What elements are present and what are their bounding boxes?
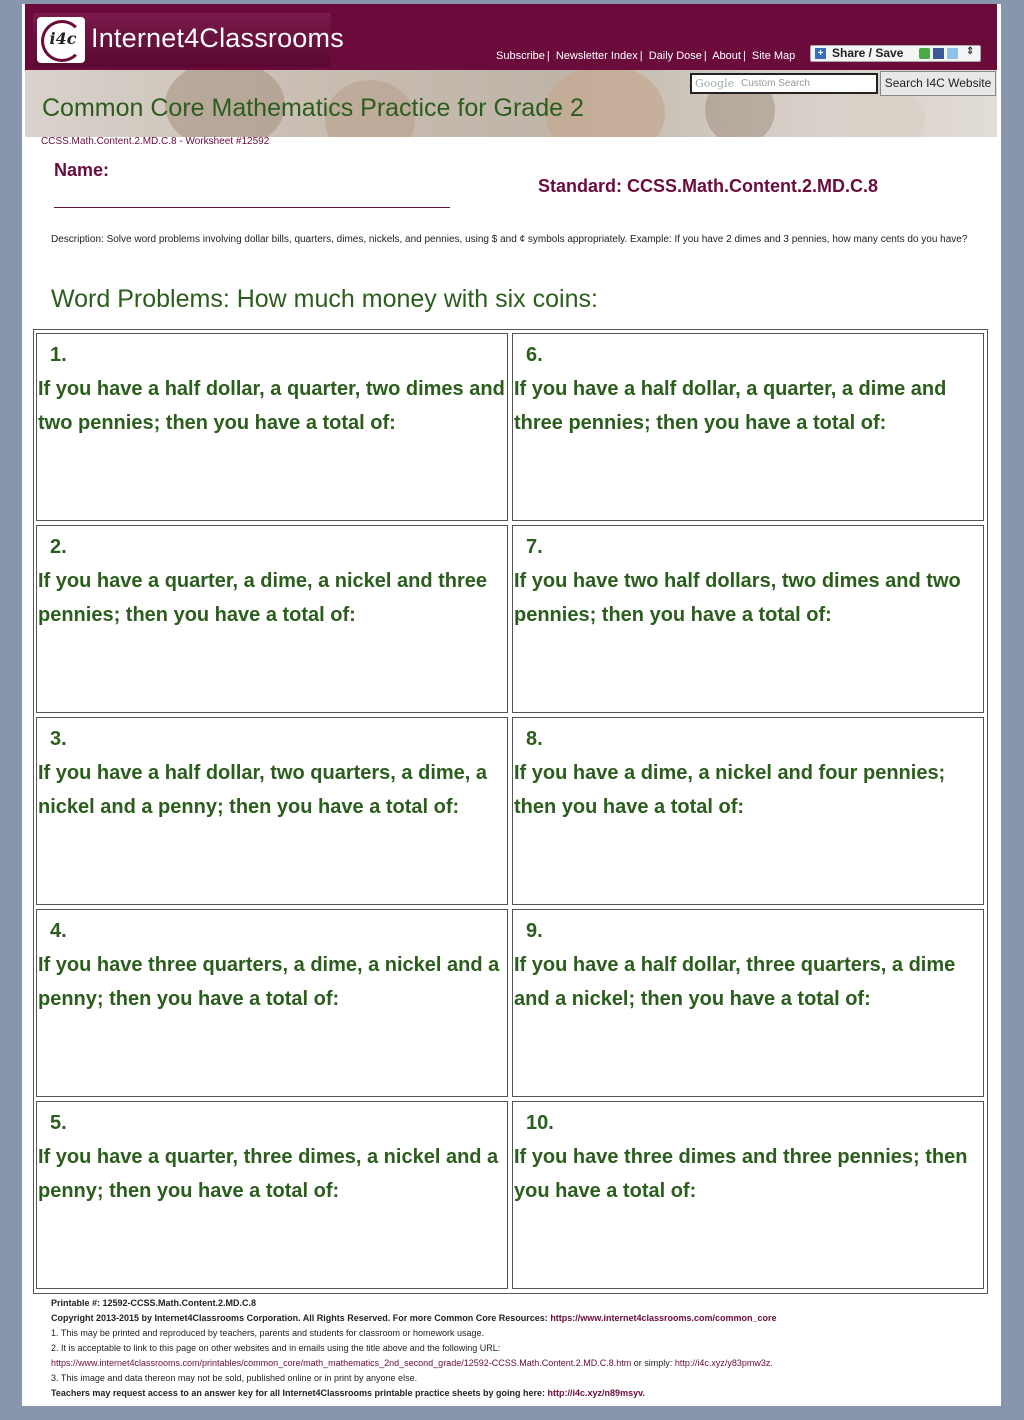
short-url-link[interactable]: http://i4c.xyz/y83pmw3z. (674, 1358, 773, 1368)
problem-cell-1: 1. If you have a half dollar, a quarter, two dimes and two pennies; then you have a total of: (36, 333, 508, 521)
worksheet-page (22, 4, 1001, 1406)
problem-cell-4: 4. If you have three quarters, a dime, a nickel and a penny; then you have a total of: (36, 909, 508, 1097)
top-nav: Subscribe | Newsletter Index | Daily Dose | About | Site Map (496, 50, 796, 62)
twitter-icon (947, 48, 958, 59)
share-save-button[interactable]: + Share / Save ⇕ (810, 45, 981, 62)
printable-number: Printable #: 12592-CCSS.Math.Content.2.MD.C.8 (51, 1298, 257, 1308)
plus-icon: + (815, 48, 826, 59)
nav-link-about[interactable]: About (712, 50, 741, 62)
problem-cell-5: 5. If you have a quarter, three dimes, a nickel and a penny; then you have a total of: (36, 1101, 508, 1289)
name-write-line (54, 207, 450, 208)
problem-cell-3: 3. If you have a half dollar, two quarters, a dime, a nickel and a penny; then you have a total of: (36, 717, 508, 905)
copyright-line: Copyright 2013-2015 by Internet4Classrooms Corporation. All Rights Reserved. For more Common Core Resources: https://www.internet4classrooms.com/common_core (51, 1313, 777, 1323)
footer-note-3: 3. This image and data thereon may not be sold, published online or in print by anyone else. (51, 1373, 418, 1383)
custom-search-input[interactable]: Google Custom Search (690, 73, 878, 94)
standard-label: Standard: CCSS.Math.Content.2.MD.C.8 (538, 176, 879, 196)
facebook-icon (933, 48, 944, 59)
nav-link-site-map[interactable]: Site Map (751, 50, 796, 62)
problem-cell-10: 10. If you have three dimes and three pennies; then you have a total of: (512, 1101, 984, 1289)
problem-cell-8: 8. If you have a dime, a nickel and four pennies; then you have a total of: (512, 717, 984, 905)
problem-cell-7: 7. If you have two half dollars, two dimes and two pennies; then you have a total of: (512, 525, 984, 713)
problems-grid (33, 329, 988, 1294)
worksheet-url-link[interactable]: https://www.internet4classrooms.com/printables/common_core/math_mathematics_2nd_second_grade/12592-CCSS.Math.Content.2.MD.C.8.htm (51, 1358, 632, 1368)
nav-link-subscribe[interactable]: Subscribe (496, 50, 545, 62)
site-logo[interactable] (33, 13, 344, 67)
footer-note-2-urls: https://www.internet4classrooms.com/printables/common_core/math_mathematics_2nd_second_grade/12592-CCSS.Math.Content.2.MD.C.8.htm or simply: http://i4c.xyz/y83pmw3z. (51, 1358, 773, 1368)
common-core-link[interactable]: https://www.internet4classrooms.com/common_core (550, 1313, 777, 1323)
search-website-button[interactable]: Search I4C Website (880, 71, 996, 96)
problem-cell-9: 9. If you have a half dollar, three quarters, a dime and a nickel; then you have a total of: (512, 909, 984, 1097)
footer (51, 1296, 991, 1401)
problem-cell-2: 2. If you have a quarter, a dime, a nickel and three pennies; then you have a total of: (36, 525, 508, 713)
site-header (25, 4, 997, 70)
page-title: Common Core Mathematics Practice for Grade 2 (42, 94, 584, 122)
footer-note-1: 1. This may be printed and reproduced by teachers, parents and students for classroom or homework usage. (51, 1328, 485, 1338)
dropdown-arrows-icon: ⇕ (966, 46, 975, 57)
nav-link-daily-dose[interactable]: Daily Dose (648, 50, 702, 62)
name-label: Name: (54, 160, 110, 180)
footer-note-2: 2. It is acceptable to link to this page on other websites and in emails using the title above and the following URL: (51, 1343, 501, 1353)
description-text: Description: Solve word problems involving dollar bills, quarters, dimes, nickels, and pennies, using $ and ¢ symbols appropriately. Example: If you have 2 dimes and 3 pennies, how many cents do you have? (51, 234, 968, 245)
problem-cell-6: 6. If you have a half dollar, a quarter, a dime and three pennies; then you have a total of: (512, 333, 984, 521)
logo-mark-icon: i4c (37, 17, 85, 63)
breadcrumb[interactable]: CCSS.Math.Content.2.MD.C.8 - Worksheet #12592 (41, 136, 270, 147)
answer-key-line: Teachers may request access to an answer key for all Internet4Classrooms printable practice sheets by going here: http://i4c.xyz/n89msyv. (51, 1388, 645, 1398)
answer-key-link[interactable]: http://i4c.xyz/n89msyv. (547, 1388, 645, 1398)
share-green-icon (919, 48, 930, 59)
section-title: Word Problems: How much money with six coins: (51, 285, 598, 313)
nav-link-newsletter-index[interactable]: Newsletter Index (555, 50, 638, 62)
logo-name: Internet4Classrooms (91, 23, 344, 53)
